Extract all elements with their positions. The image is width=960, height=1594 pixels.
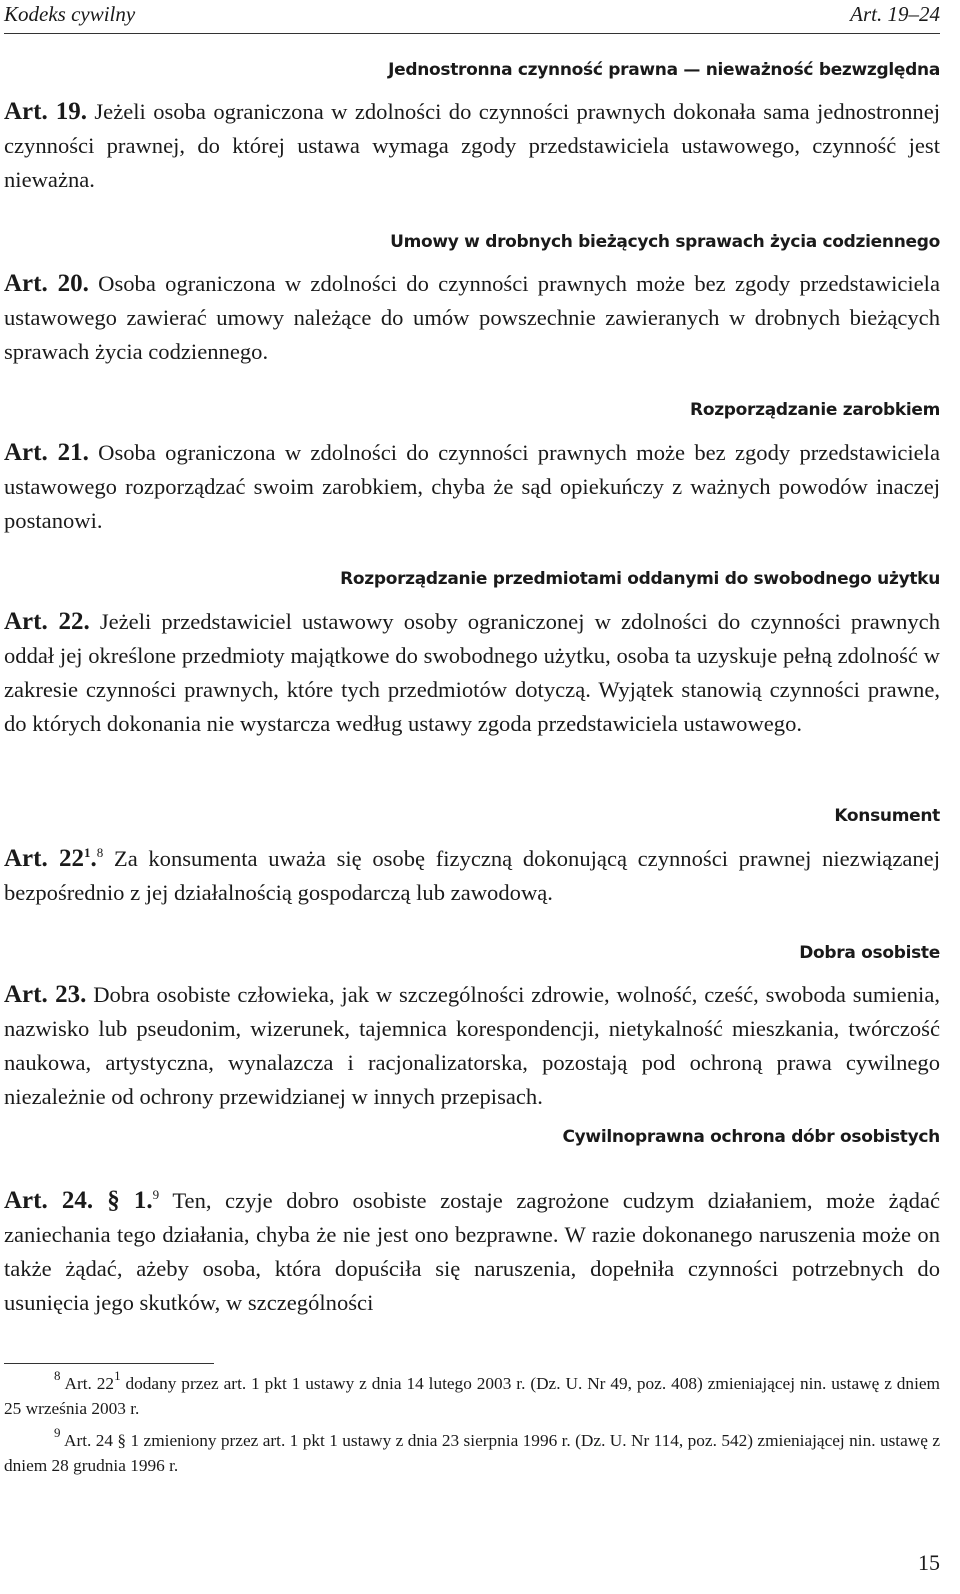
article-number: Art. 21. — [4, 439, 89, 466]
article-number: Art. $22^1$. — [4, 845, 97, 872]
article-24 — [4, 1184, 940, 1320]
section-heading-art-19: Jednostronna czynność prawna — nieważność bezwzględna — [388, 60, 940, 80]
document-page — [4, 0, 940, 1594]
article-text: Za konsumenta uważa się osobę fizyczną dokonującą czynności prawnej niezwiązanej bezpośrednio z jej działalnością gospodarczą lub zawodową. — [4, 846, 940, 905]
footnote-lead: Art. 24 § 1 — [63, 1431, 140, 1450]
article-number: Art. 24. § 1. — [4, 1187, 153, 1214]
section-heading-art-22: Rozporządzanie przedmiotami oddanymi do swobodnego użytku — [340, 569, 940, 589]
footnote-lead: Art. $22^1$ — [64, 1368, 121, 1393]
running-header-range: Art. 19–24 — [850, 2, 940, 26]
footnote-9 — [4, 1425, 941, 1478]
article-text: Osoba ograniczona w zdolności do czynności prawnych może bez zgody przedstawiciela ustawowego zawierać umowy należące do umów powszechnie zawieranych w drobnych bieżących sprawach życia codziennego. — [4, 271, 940, 364]
section-heading-art-23: Dobra osobiste — [799, 943, 940, 963]
article-text: Jeżeli osoba ograniczona w zdolności do czynności prawnych dokonała sama jednostronnej czynności prawnej, do której ustawa wymaga zgody przedstawiciela ustawowego, czynność jest nieważna. — [4, 99, 941, 192]
article-19 — [4, 95, 940, 197]
section-heading-art-24: Cywilnoprawna ochrona dóbr osobistych — [562, 1127, 940, 1147]
article-number: Art. 22. — [4, 608, 90, 635]
section-heading-art-20: Umowy w drobnych bieżących sprawach życia codziennego — [390, 232, 940, 252]
article-text: Ten, czyje dobro osobiste zostaje zagrożone cudzym działaniem, może żądać zaniechania tego działania, chyba że nie jest ono bezprawne. W razie dokonanego naruszenia może on także żądać, ażeby osoba, która dopuściła się naruszenia, dopełniła czynności potrzebnych do usunięcia jego skutków, w szczególności — [4, 1188, 940, 1315]
section-heading-art-22-1: Konsument — [834, 806, 940, 826]
article-number: Art. 23. — [4, 981, 87, 1008]
article-21 — [4, 436, 940, 538]
footnote-text: zmieniony przez art. 1 pkt 1 ustawy z dnia 23 sierpnia 1996 r. (Dz. U. Nr 114, poz. 542) zmieniającej nin. ustawę z dniem 28 grudnia 1996 r. — [4, 1431, 941, 1475]
footnote-number: 9 — [54, 1425, 61, 1440]
footnote-ref: 8 — [96, 845, 104, 860]
article-text: Dobra osobiste człowieka, jak w szczególności zdrowie, wolność, cześć, swoboda sumienia, nazwisko lub pseudonim, wizerunek, tajemnica korespondencji, nietykalność mieszkania, twórczość naukowa, artystyczna, wynalazcza i racjonalizatorska, pozostają pod ochroną prawa cywilnego niezależnie od ochrony przewidzianej w innych przepisach. — [4, 982, 941, 1109]
section-heading-art-21: Rozporządzanie zarobkiem — [690, 400, 940, 420]
article-number: Art. 19. — [4, 98, 87, 125]
article-23 — [4, 978, 940, 1114]
article-number: Art. 20. — [4, 270, 89, 297]
article-22-1 — [4, 842, 940, 910]
footnote-ref: 9 — [152, 1187, 160, 1202]
article-22 — [4, 605, 940, 741]
article-20 — [4, 267, 940, 369]
running-header-title: Kodeks cywilny — [4, 2, 136, 26]
article-text: Osoba ograniczona w zdolności do czynności prawnych może bez zgody przedstawiciela ustawowego rozporządzać swoim zarobkiem, chyba że sąd opiekuńczy z ważnych powodów inaczej postanowi. — [4, 440, 940, 533]
article-text: Jeżeli przedstawiciel ustawowy osoby ograniczonej w zdolności do czynności prawnych oddał jej określone przedmioty majątkowe do swobodnego użytku, osoba ta uzyskuje pełną zdolność w zakresie czynności prawnych, które tych przedmiotów dotyczą. Wyjątek stanowią czynności prawne, do których dokonania nie wystarcza według ustawy zgoda przedstawiciela ustawowego. — [4, 609, 940, 736]
page-number: 15 — [918, 1550, 940, 1575]
footnote-rule — [4, 1363, 214, 1364]
footnote-number: 8 — [54, 1368, 61, 1383]
footnote-text: dodany przez art. 1 pkt 1 ustawy z dnia 14 lutego 2003 r. (Dz. U. Nr 49, poz. 408) zmieniającej nin. ustawę z dniem 25 września 2003 r. — [4, 1374, 940, 1418]
footnote-8 — [4, 1368, 940, 1421]
running-header — [4, 2, 940, 34]
header-rule — [4, 33, 940, 34]
